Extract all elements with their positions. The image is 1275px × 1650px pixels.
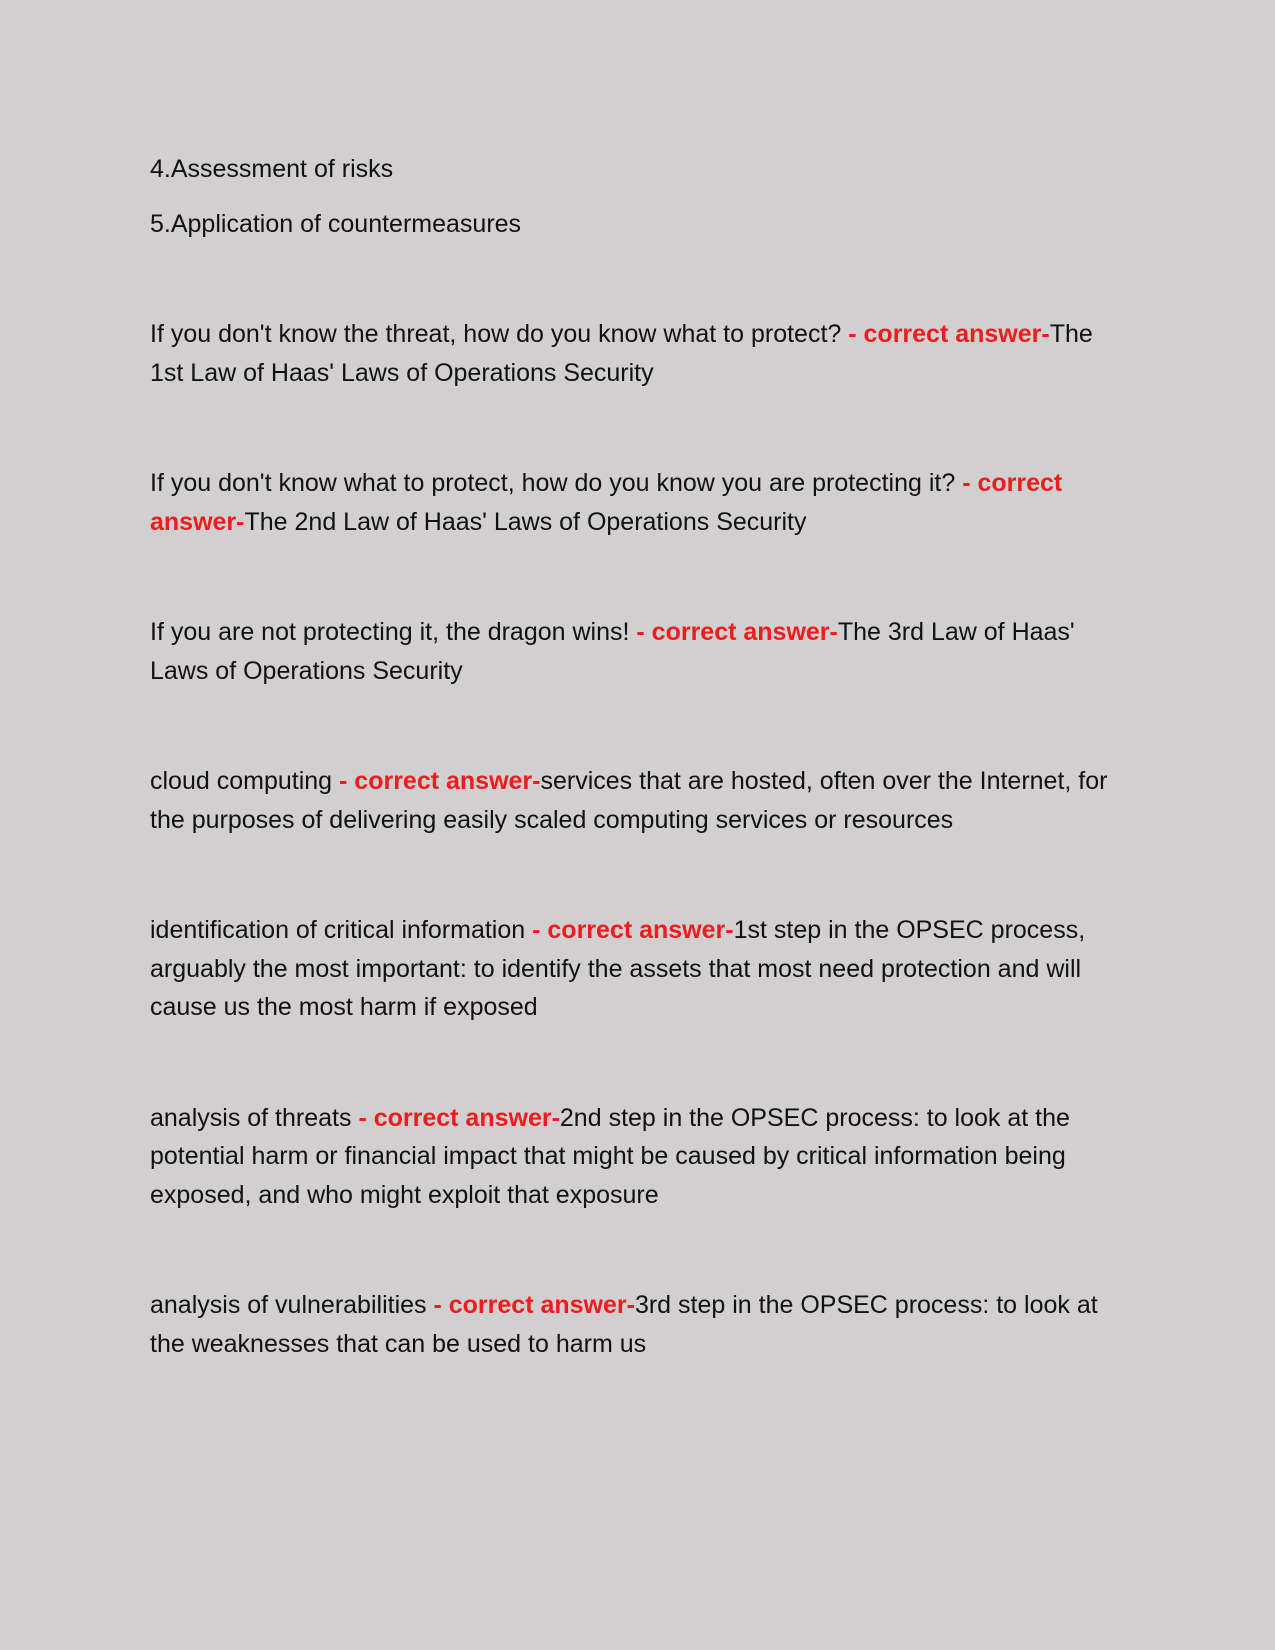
correct-answer-label: - correct answer-: [636, 618, 838, 646]
list-item-application: 5.Application of countermeasures: [150, 210, 522, 238]
qa-term: If you don't know the threat, how do you know what to protect?: [150, 320, 849, 348]
qa-item-analysis-of-vulnerabilities: [150, 1286, 1130, 1363]
qa-answer: 3rd step in the OPSEC process: to look at the weaknesses that can be used to harm us: [150, 1291, 1098, 1358]
qa-term: If you are not protecting it, the dragon wins!: [150, 618, 637, 646]
qa-term: identification of critical information: [150, 916, 533, 944]
qa-item-analysis-of-threats: [150, 1099, 1130, 1215]
qa-answer: services that are hosted, often over the Internet, for the purposes of delivering easily scaled computing services or resources: [150, 767, 1108, 834]
qa-term: analysis of vulnerabilities: [150, 1291, 434, 1319]
correct-answer-label: - correct answer-: [848, 320, 1050, 348]
qa-answer: 1st step in the OPSEC process, arguably the most important: to identify the assets that most need protection and will cause us the most harm if exposed: [150, 916, 1086, 1021]
qa-item-law-3: [150, 613, 1130, 690]
correct-answer-label: - correct answer-: [339, 767, 541, 795]
qa-term: cloud computing: [150, 767, 340, 795]
qa-item-cloud-computing: [150, 762, 1130, 839]
qa-item-law-2: [150, 464, 1130, 541]
qa-answer: The 1st Law of Haas' Laws of Operations Security: [150, 320, 1093, 387]
qa-term: If you don't know what to protect, how do you know you are protecting it?: [150, 469, 963, 497]
qa-answer: The 2nd Law of Haas' Laws of Operations Security: [244, 507, 807, 536]
qa-answer: 2nd step in the OPSEC process: to look at the potential harm or financial impact that might be caused by critical information being exposed, and who might exploit that exposure: [150, 1103, 1070, 1209]
qa-item-law-1: [150, 315, 1130, 392]
correct-answer-label: - correct answer-: [358, 1103, 560, 1132]
list-item-assessment: 4.Assessment of risks: [150, 155, 394, 183]
correct-answer-label: - correct answer-: [532, 916, 734, 944]
document-page: [150, 150, 1130, 1363]
qa-answer: The 3rd Law of Haas' Laws of Operations Security: [150, 618, 1075, 685]
qa-term: analysis of threats: [150, 1103, 359, 1132]
correct-answer-label: - correct answer-: [150, 469, 1063, 536]
qa-item-critical-information: [150, 911, 1130, 1027]
correct-answer-label: - correct answer-: [433, 1291, 635, 1319]
